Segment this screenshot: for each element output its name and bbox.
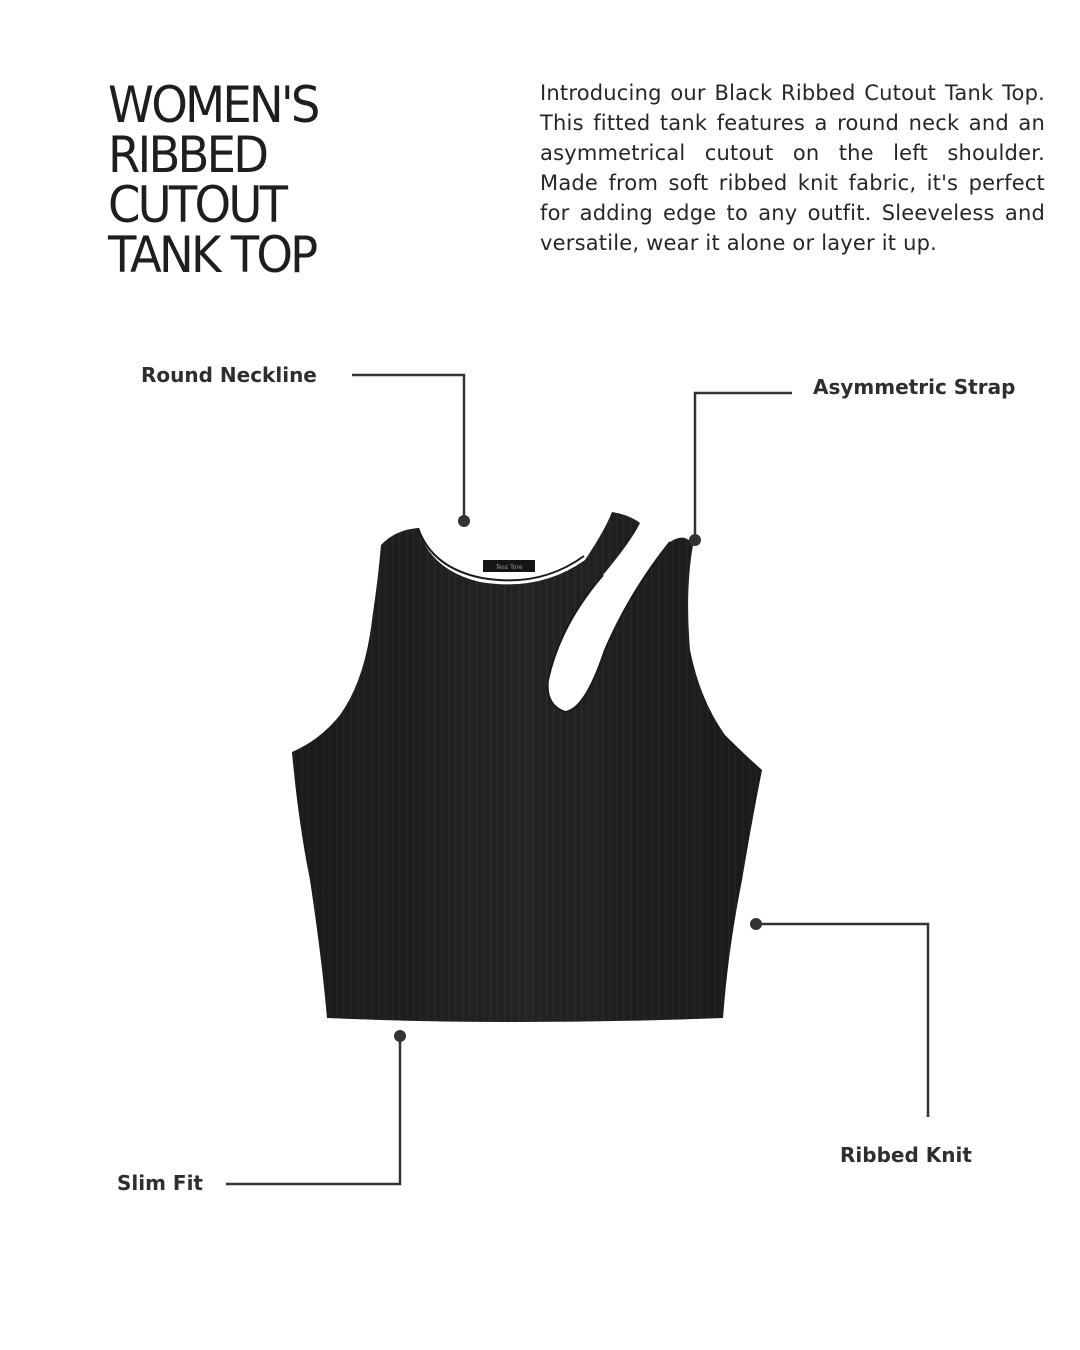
product-title: WOMEN'S RIBBED CUTOUT TANK TOP xyxy=(108,76,318,284)
leader-fit xyxy=(226,1036,400,1184)
callout-slim-fit: Slim Fit xyxy=(117,1171,203,1195)
callout-round-neckline: Round Neckline xyxy=(141,363,317,387)
leader-neckline-dot xyxy=(458,515,470,527)
product-description: Introducing our Black Ribbed Cutout Tank Top. This fitted tank features a round neck and an asymmetrical cutout on the left shoulder. Made from soft ribbed knit fabric, it's perfect for adding edge to any outfit. Sleeveless and versatile, wear it alone or layer it up. xyxy=(540,81,1045,255)
leader-strap xyxy=(695,393,792,540)
leader-neckline xyxy=(352,375,464,521)
garment-tag-text: Tess Tore xyxy=(495,564,523,571)
leader-strap-dot xyxy=(689,534,701,546)
leader-knit-dot xyxy=(750,918,762,930)
leader-knit xyxy=(756,924,928,1117)
callout-ribbed-knit: Ribbed Knit xyxy=(840,1143,972,1167)
callout-asymmetric-strap: Asymmetric Strap xyxy=(813,375,1016,399)
leader-fit-dot xyxy=(394,1030,406,1042)
